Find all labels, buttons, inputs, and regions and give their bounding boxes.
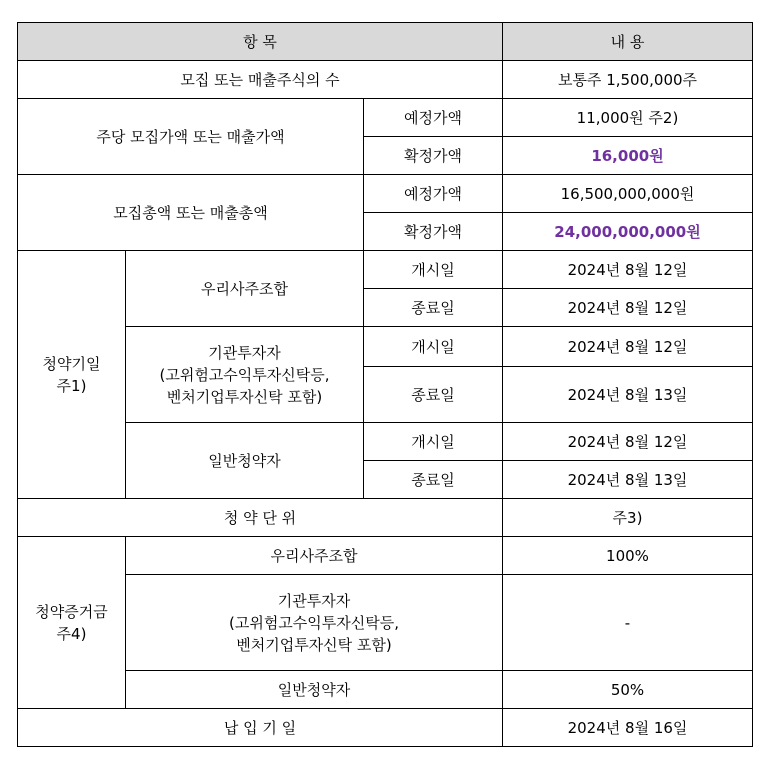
period-general-end-label: 종료일 <box>364 461 503 499</box>
unit-label: 청 약 단 위 <box>18 499 503 537</box>
period-union-start: 2024년 8월 12일 <box>503 251 753 289</box>
period-institutional-start: 2024년 8월 12일 <box>503 327 753 367</box>
deposit-institutional-label <box>126 575 503 671</box>
total-planned-row <box>18 175 753 213</box>
offering-terms-table <box>17 22 753 747</box>
period-institutional-label-line2: (고위험고수익투자신탁등, <box>159 365 330 384</box>
period-institutional-start-row <box>18 327 753 367</box>
period-institutional-label <box>126 327 364 423</box>
price-planned-value: 11,000원 주2) <box>503 99 753 137</box>
price-planned-row <box>18 99 753 137</box>
period-institutional-end-label: 종료일 <box>364 367 503 423</box>
deposit-label <box>18 537 126 709</box>
period-label <box>18 251 126 499</box>
period-general-label: 일반청약자 <box>126 423 364 499</box>
shares-row <box>18 61 753 99</box>
period-institutional-start-label: 개시일 <box>364 327 503 367</box>
period-label-line2: 주1) <box>56 376 87 395</box>
period-union-end-label: 종료일 <box>364 289 503 327</box>
unit-row <box>18 499 753 537</box>
price-final-value: 16,000원 <box>503 137 753 175</box>
period-institutional-label-line1: 기관투자자 <box>208 343 281 362</box>
total-label: 모집총액 또는 매출총액 <box>18 175 364 251</box>
deposit-institutional-label-line1: 기관투자자 <box>277 591 351 610</box>
deposit-union-row <box>18 537 753 575</box>
deposit-label-line1: 청약증거금 <box>35 602 108 621</box>
period-label-line1: 청약기일 <box>42 354 101 373</box>
deposit-institutional-row <box>18 575 753 671</box>
deposit-union-value: 100% <box>503 537 753 575</box>
price-planned-label: 예정가액 <box>364 99 503 137</box>
payment-value: 2024년 8월 16일 <box>503 709 753 747</box>
shares-label: 모집 또는 매출주식의 수 <box>18 61 503 99</box>
header-content: 내 용 <box>503 23 753 61</box>
unit-value: 주3) <box>503 499 753 537</box>
period-institutional-end: 2024년 8월 13일 <box>503 367 753 423</box>
total-final-label: 확정가액 <box>364 213 503 251</box>
period-union-start-label: 개시일 <box>364 251 503 289</box>
period-general-end: 2024년 8월 13일 <box>503 461 753 499</box>
period-institutional-label-line3: 벤처기업투자신탁 포함) <box>166 387 323 406</box>
total-final-value: 24,000,000,000원 <box>503 213 753 251</box>
deposit-institutional-label-line2: (고위험고수익투자신탁등, <box>228 613 399 632</box>
deposit-label-line2: 주4) <box>56 624 87 643</box>
deposit-institutional-value: - <box>503 575 753 671</box>
deposit-general-label: 일반청약자 <box>126 671 503 709</box>
period-general-start: 2024년 8월 12일 <box>503 423 753 461</box>
price-final-label: 확정가액 <box>364 137 503 175</box>
price-label: 주당 모집가액 또는 매출가액 <box>18 99 364 175</box>
payment-label: 납 입 기 일 <box>18 709 503 747</box>
total-planned-label: 예정가액 <box>364 175 503 213</box>
deposit-institutional-label-line3: 벤처기업투자신탁 포함) <box>236 635 392 654</box>
deposit-general-row <box>18 671 753 709</box>
period-union-label: 우리사주조합 <box>126 251 364 327</box>
deposit-union-label: 우리사주조합 <box>126 537 503 575</box>
header-item: 항 목 <box>18 23 503 61</box>
total-planned-value: 16,500,000,000원 <box>503 175 753 213</box>
period-union-start-row <box>18 251 753 289</box>
header-row <box>18 23 753 61</box>
shares-value: 보통주 1,500,000주 <box>503 61 753 99</box>
payment-row <box>18 709 753 747</box>
period-general-start-label: 개시일 <box>364 423 503 461</box>
period-union-end: 2024년 8월 12일 <box>503 289 753 327</box>
deposit-general-value: 50% <box>503 671 753 709</box>
period-general-start-row <box>18 423 753 461</box>
